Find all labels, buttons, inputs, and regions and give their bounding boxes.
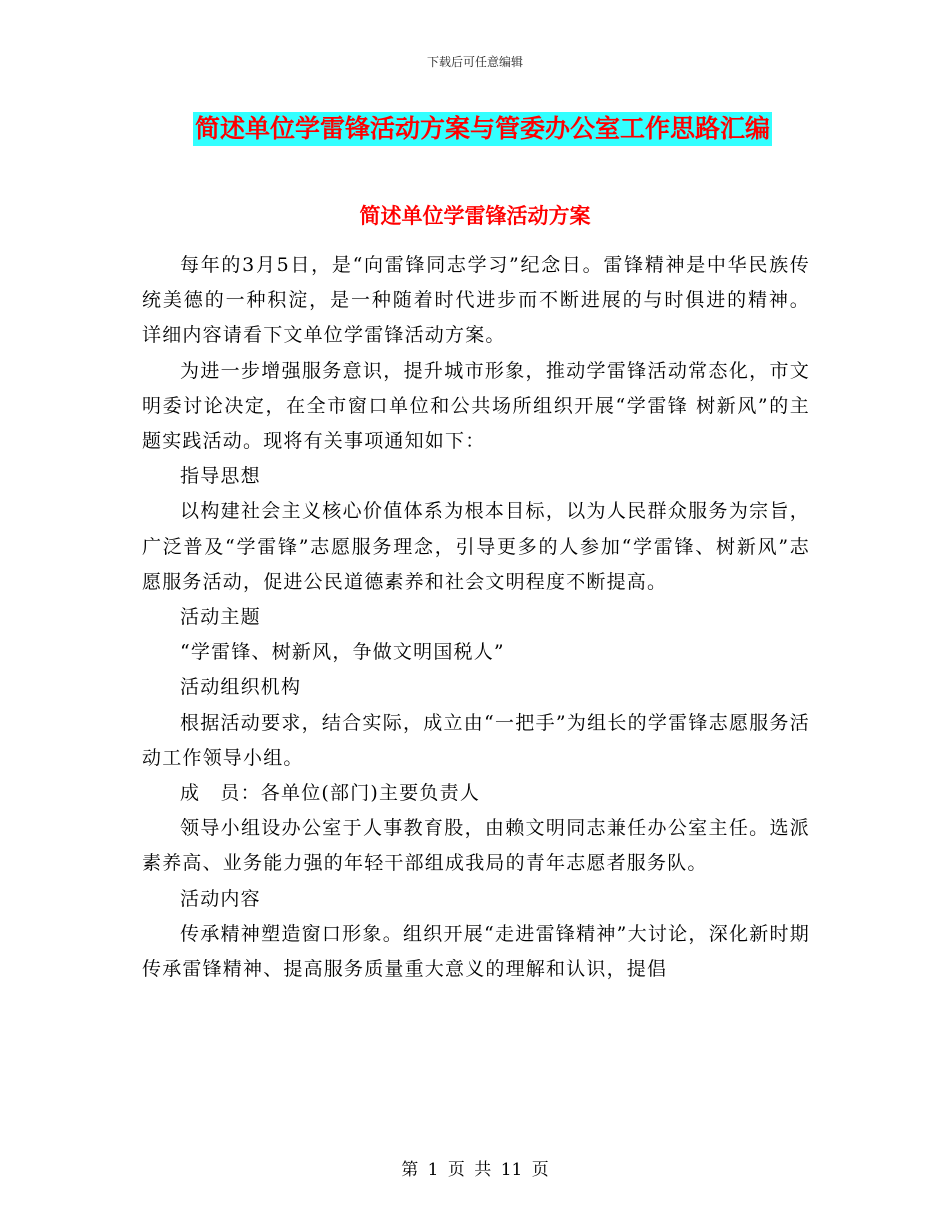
document-body (142, 248, 810, 987)
page-number-footer: 第 1 页 共 11 页 (401, 1160, 549, 1180)
document-title: 简述单位学雷锋活动方案与管委办公室工作思路汇编 (193, 112, 772, 146)
section-title: 简述单位学雷锋活动方案 (359, 204, 591, 228)
paragraph-activity-theme: “学雷锋、树新风，争做文明国税人” (180, 641, 505, 664)
paragraph-intro: 每年的3月5日，是“向雷锋同志学习”纪念日。雷锋精神是中华民族传统美德的一种积淀，是一种随着时代进步而不断进展的与时俱进的精神。 详细内容请看下文单位学雷锋活动方案。 (142, 254, 810, 347)
heading-activity-content: 活动内容 (180, 887, 261, 910)
paragraph-office: 领导小组设办公室于人事教育股，由赖文明同志兼任办公室主任。选派素养高、业务能力强的年轻干部组成我局的青年志愿者服务队。 (142, 817, 810, 875)
heading-activity-theme: 活动主题 (180, 606, 261, 629)
header-note: 下载后可任意编辑 (426, 55, 523, 69)
heading-organization: 活动组织机构 (180, 676, 302, 699)
paragraph-members: 成 员：各单位(部门)主要负责人 (180, 782, 481, 805)
paragraph-guiding-ideology: 以构建社会主义核心价值体系为根本目标，以为人民群众服务为宗旨，广泛普及“学雷锋”志愿服务理念，引导更多的人参加“学雷锋、树新风”志愿服务活动，促进公民道德素养和社会文明程度不断提高。 (142, 500, 810, 593)
heading-guiding-ideology: 指导思想 (180, 465, 261, 488)
paragraph-activity-content: 传承精神塑造窗口形象。组织开展“走进雷锋精神”大讨论，深化新时期传承雷锋精神、提高服务质量重大意义的理解和认识，提倡 (142, 922, 810, 981)
paragraph-organization: 根据活动要求，结合实际，成立由“一把手”为组长的学雷锋志愿服务活动工作领导小组。 (142, 711, 810, 769)
paragraph-notice: 为进一步增强服务意识，提升城市形象，推动学雷锋活动常态化，市文明委讨论决定，在全市窗口单位和公共场所组织开展“学雷锋 树新风”的主题实践活动。现将有关事项通知如下： (142, 359, 810, 453)
